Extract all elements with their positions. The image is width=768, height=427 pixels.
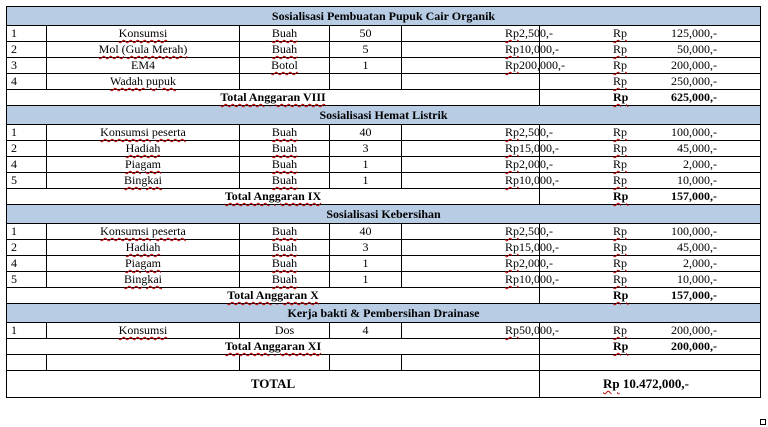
line-total [540,173,761,189]
item-name-text: Konsumsi [118,26,168,40]
item-name [47,42,240,58]
subtotal-label [7,339,540,355]
amount-value: 250,000,- [671,74,718,88]
subtotal-label-text: Total Anggaran VIII [220,90,326,104]
item-name [47,26,240,42]
amount-value: 10,000,- [519,42,560,56]
row-number: 1 [7,26,47,42]
item-name-text: Wadah pupuk [109,74,177,88]
unit-text: Buah [271,125,298,139]
subtotal-row [7,189,761,205]
subtotal-label-text: Total Anggaran IX [224,189,322,203]
row-number: 1 [7,224,47,240]
amount-value: 2,500,- [519,26,554,40]
item-name [47,240,240,256]
table-row [7,125,761,141]
unit [240,42,330,58]
amount-value: 2,500,- [519,125,554,139]
row-number: 5 [7,272,47,288]
amount-value: 100,000,- [671,125,718,139]
item-name [47,125,240,141]
currency-label: Rp [613,173,628,187]
quantity: 5 [330,42,402,58]
quantity: 40 [330,224,402,240]
empty-cell [402,355,540,371]
amount-value: 15,000,- [519,240,560,254]
currency-label: Rp [613,323,628,337]
currency-label: Rp [505,173,520,187]
section-header-row [7,7,761,26]
table-row [7,141,761,157]
row-number: 2 [7,42,47,58]
amount-value: 2,000,- [519,157,554,171]
item-name-text: Piagam [125,256,161,270]
row-number: 2 [7,141,47,157]
unit-text: Buah [271,272,298,286]
currency-label: Rp [613,157,628,171]
budget-table [6,6,761,398]
quantity: 3 [330,240,402,256]
empty-row [7,355,761,371]
quantity: 1 [330,173,402,189]
currency-label: Rp [613,26,628,40]
table-row [7,173,761,189]
unit-price [402,272,560,288]
currency-label: Rp [613,42,628,56]
currency-label: Rp [613,272,628,286]
amount-value: 45,000,- [677,141,718,155]
line-total [540,272,761,288]
quantity: 3 [330,141,402,157]
empty-cell [330,355,402,371]
row-number: 3 [7,58,47,74]
currency-label: Rp [505,26,520,40]
unit-price [402,58,566,74]
line-total [540,323,761,339]
table-resize-handle[interactable] [760,419,766,425]
currency-label: Rp [505,256,520,270]
table-row [7,58,761,74]
item-name-text: Piagam [125,157,161,171]
table-row [7,157,761,173]
item-name [47,323,240,339]
amount-value: 10.472,000,- [622,376,689,391]
amount-value: 10,000,- [677,173,718,187]
subtotal-row [7,288,761,304]
currency-label: Rp [613,189,629,203]
section-header-row [7,106,761,125]
line-total [540,157,761,173]
section-header-row [7,205,761,224]
amount-value: 15,000,- [519,141,560,155]
amount-value: 10,000,- [519,272,560,286]
table-row [7,42,761,58]
unit [240,323,330,339]
currency-label: Rp [613,74,628,88]
amount-value: 100,000,- [671,224,718,238]
unit-text: Buah [271,141,298,155]
subtotal-label-text: Total Anggaran XI [224,339,322,353]
unit [240,141,330,157]
row-number: 1 [7,125,47,141]
table-row [7,224,761,240]
subtotal-label-text: Total Anggaran X [227,288,319,302]
quantity: 50 [330,26,402,42]
line-total [540,74,761,90]
subtotal-amount [540,339,761,355]
line-total [540,58,761,74]
unit-price [402,240,560,256]
table-row [7,323,761,339]
section-header-row [7,304,761,323]
budget-table-body [7,7,761,398]
item-name [47,141,240,157]
unit-price [402,125,554,141]
amount-value: 50,000,- [519,323,560,337]
amount-value: 2,000,- [519,256,554,270]
section-title: Sosialisasi Hemat Listrik [7,106,761,125]
amount-value: 200,000,- [519,58,566,72]
currency-label: Rp [613,339,629,353]
currency-label: Rp [613,240,628,254]
unit-text: Buah [271,26,298,40]
currency-label: Rp [505,58,520,72]
unit-text: Buah [271,256,298,270]
line-total [540,240,761,256]
amount-value: 45,000,- [677,240,718,254]
currency-label: Rp [505,323,520,337]
line-total [540,42,761,58]
row-number: 5 [7,173,47,189]
currency-label: Rp [603,376,620,391]
unit-text: Buah [271,42,298,56]
item-name [47,173,240,189]
table-row [7,256,761,272]
unit [240,256,330,272]
currency-label: Rp [505,272,520,286]
currency-label: Rp [613,125,628,139]
unit-text: Buah [271,173,298,187]
line-total [540,125,761,141]
amount-value: 2,500,- [519,224,554,238]
amount-value: 125,000,- [671,26,718,40]
line-total [540,256,761,272]
currency-label: Rp [613,224,628,238]
item-name [47,157,240,173]
amount-value: 10,000,- [519,173,560,187]
item-name-text: Hadiah [125,240,161,254]
quantity: 1 [330,272,402,288]
unit-price [402,256,554,272]
item-name-text: Konsumsi peserta [100,224,186,238]
amount-value: 625,000,- [671,90,718,104]
quantity: 1 [330,256,402,272]
subtotal-amount [540,90,761,106]
grand-total-row [7,371,761,398]
section-title: Kerja bakti & Pembersihan Drainase [7,304,761,323]
amount-value: 157,000,- [671,288,718,302]
row-number: 4 [7,157,47,173]
item-name-text: Hadiah [125,141,161,155]
unit-text: Buah [271,240,298,254]
item-name-text: Bingkai [124,272,162,286]
currency-label: Rp [505,141,520,155]
item-name-text: Bingkai [124,173,162,187]
unit-price [402,224,554,240]
empty-cell [240,355,330,371]
amount-value: 200,000,- [671,323,718,337]
unit-price [402,323,560,339]
item-name-text: EM4 [131,58,155,72]
grand-total-label: TOTAL [7,371,540,398]
table-row [7,272,761,288]
unit-price [402,157,554,173]
row-number: 4 [7,74,47,90]
item-name-text: Konsumsi [118,323,168,337]
unit-price [402,141,560,157]
unit [240,26,330,42]
unit-price [402,173,560,189]
item-name [47,58,240,74]
item-name-text: Konsumsi peserta [100,125,186,139]
empty-cell [7,355,47,371]
amount-value: 157,000,- [671,189,718,203]
unit-price [402,42,560,58]
item-name [47,74,240,90]
subtotal-amount [540,288,761,304]
subtotal-amount [540,189,761,205]
section-title: Sosialisasi Pembuatan Pupuk Cair Organik [7,7,761,26]
unit [240,173,330,189]
unit-text: Botol [271,58,298,72]
subtotal-row [7,90,761,106]
unit [240,157,330,173]
quantity: 40 [330,125,402,141]
currency-label: Rp [613,141,628,155]
row-number: 4 [7,256,47,272]
grand-total-amount [540,371,761,398]
unit-price [402,74,540,90]
unit-text: Buah [271,224,298,238]
table-row [7,26,761,42]
unit-price [402,26,554,42]
unit-text: Buah [271,157,298,171]
currency-label: Rp [613,288,629,302]
item-name [47,272,240,288]
unit [240,240,330,256]
subtotal-label [7,288,540,304]
unit-text: Dos [274,323,295,337]
amount-value: 2,000,- [683,256,718,270]
line-total [540,26,761,42]
unit [240,58,330,74]
subtotal-row [7,339,761,355]
amount-value: 10,000,- [677,272,718,286]
currency-label: Rp [505,42,520,56]
currency-label: Rp [505,157,520,171]
currency-label: Rp [613,58,628,72]
item-name [47,224,240,240]
quantity: 1 [330,58,402,74]
amount-value: 200,000,- [671,339,718,353]
row-number: 2 [7,240,47,256]
quantity: 1 [330,157,402,173]
item-name-text: Mol (Gula Merah) [98,42,188,56]
amount-value: 2,000,- [683,157,718,171]
currency-label: Rp [505,224,520,238]
amount-value: 50,000,- [677,42,718,56]
currency-label: Rp [505,240,520,254]
row-number: 1 [7,323,47,339]
amount-value: 200,000,- [671,58,718,72]
table-row [7,240,761,256]
unit [240,272,330,288]
unit [240,125,330,141]
empty-cell [540,355,761,371]
unit [240,74,330,90]
currency-label: Rp [505,125,520,139]
table-row [7,74,761,90]
subtotal-label [7,90,540,106]
section-title: Sosialisasi Kebersihan [7,205,761,224]
currency-label: Rp [613,256,628,270]
quantity [330,74,402,90]
item-name [47,256,240,272]
line-total [540,224,761,240]
line-total [540,141,761,157]
currency-label: Rp [613,90,629,104]
unit [240,224,330,240]
quantity: 4 [330,323,402,339]
subtotal-label [7,189,540,205]
empty-cell [47,355,240,371]
